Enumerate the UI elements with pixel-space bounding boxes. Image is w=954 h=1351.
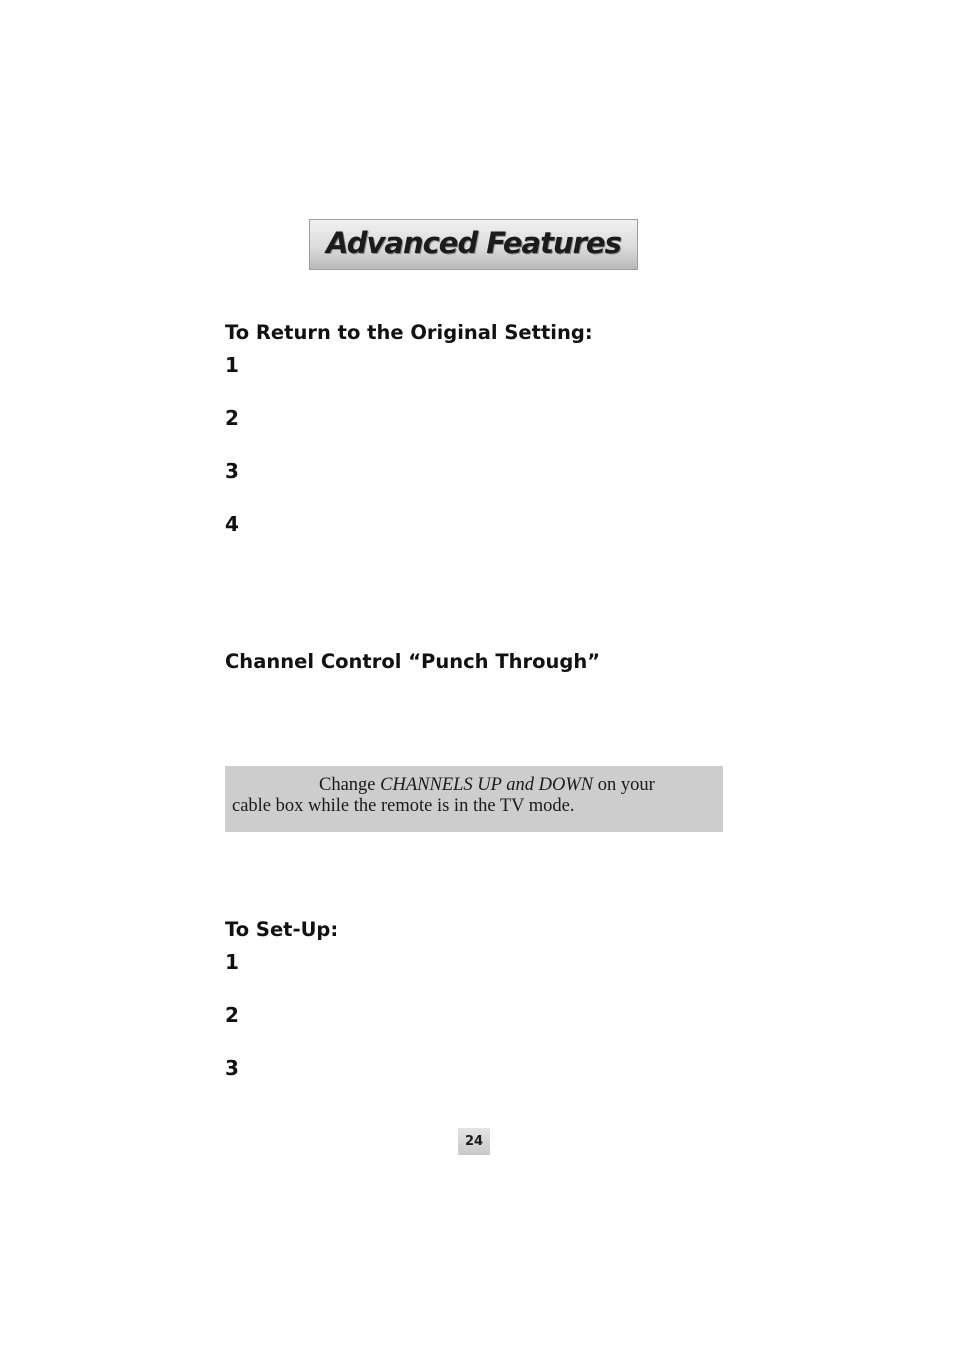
heading-return-original-setting: To Return to the Original Setting: [225,321,593,344]
note-line-2: cable box while the remote is in the TV mode. [232,796,575,816]
title-banner [309,219,638,270]
heading-setup: To Set-Up: [225,918,339,941]
note-box [225,766,723,832]
step-number: 4 [225,512,239,536]
note-emphasis: CHANNELS UP and DOWN [380,775,594,795]
step-number: 3 [225,459,239,483]
note-trail: on your [593,775,655,795]
step-number: 1 [225,353,239,377]
page-title: Advanced Features [326,226,621,260]
note-line-1 [232,775,716,796]
heading-punch-through: Channel Control “Punch Through” [225,650,601,673]
note-lead: Change [319,775,381,795]
step-number: 1 [225,950,239,974]
step-number: 2 [225,1003,239,1027]
step-number: 2 [225,406,239,430]
step-number: 3 [225,1056,239,1080]
page-number: 24 [458,1128,490,1155]
